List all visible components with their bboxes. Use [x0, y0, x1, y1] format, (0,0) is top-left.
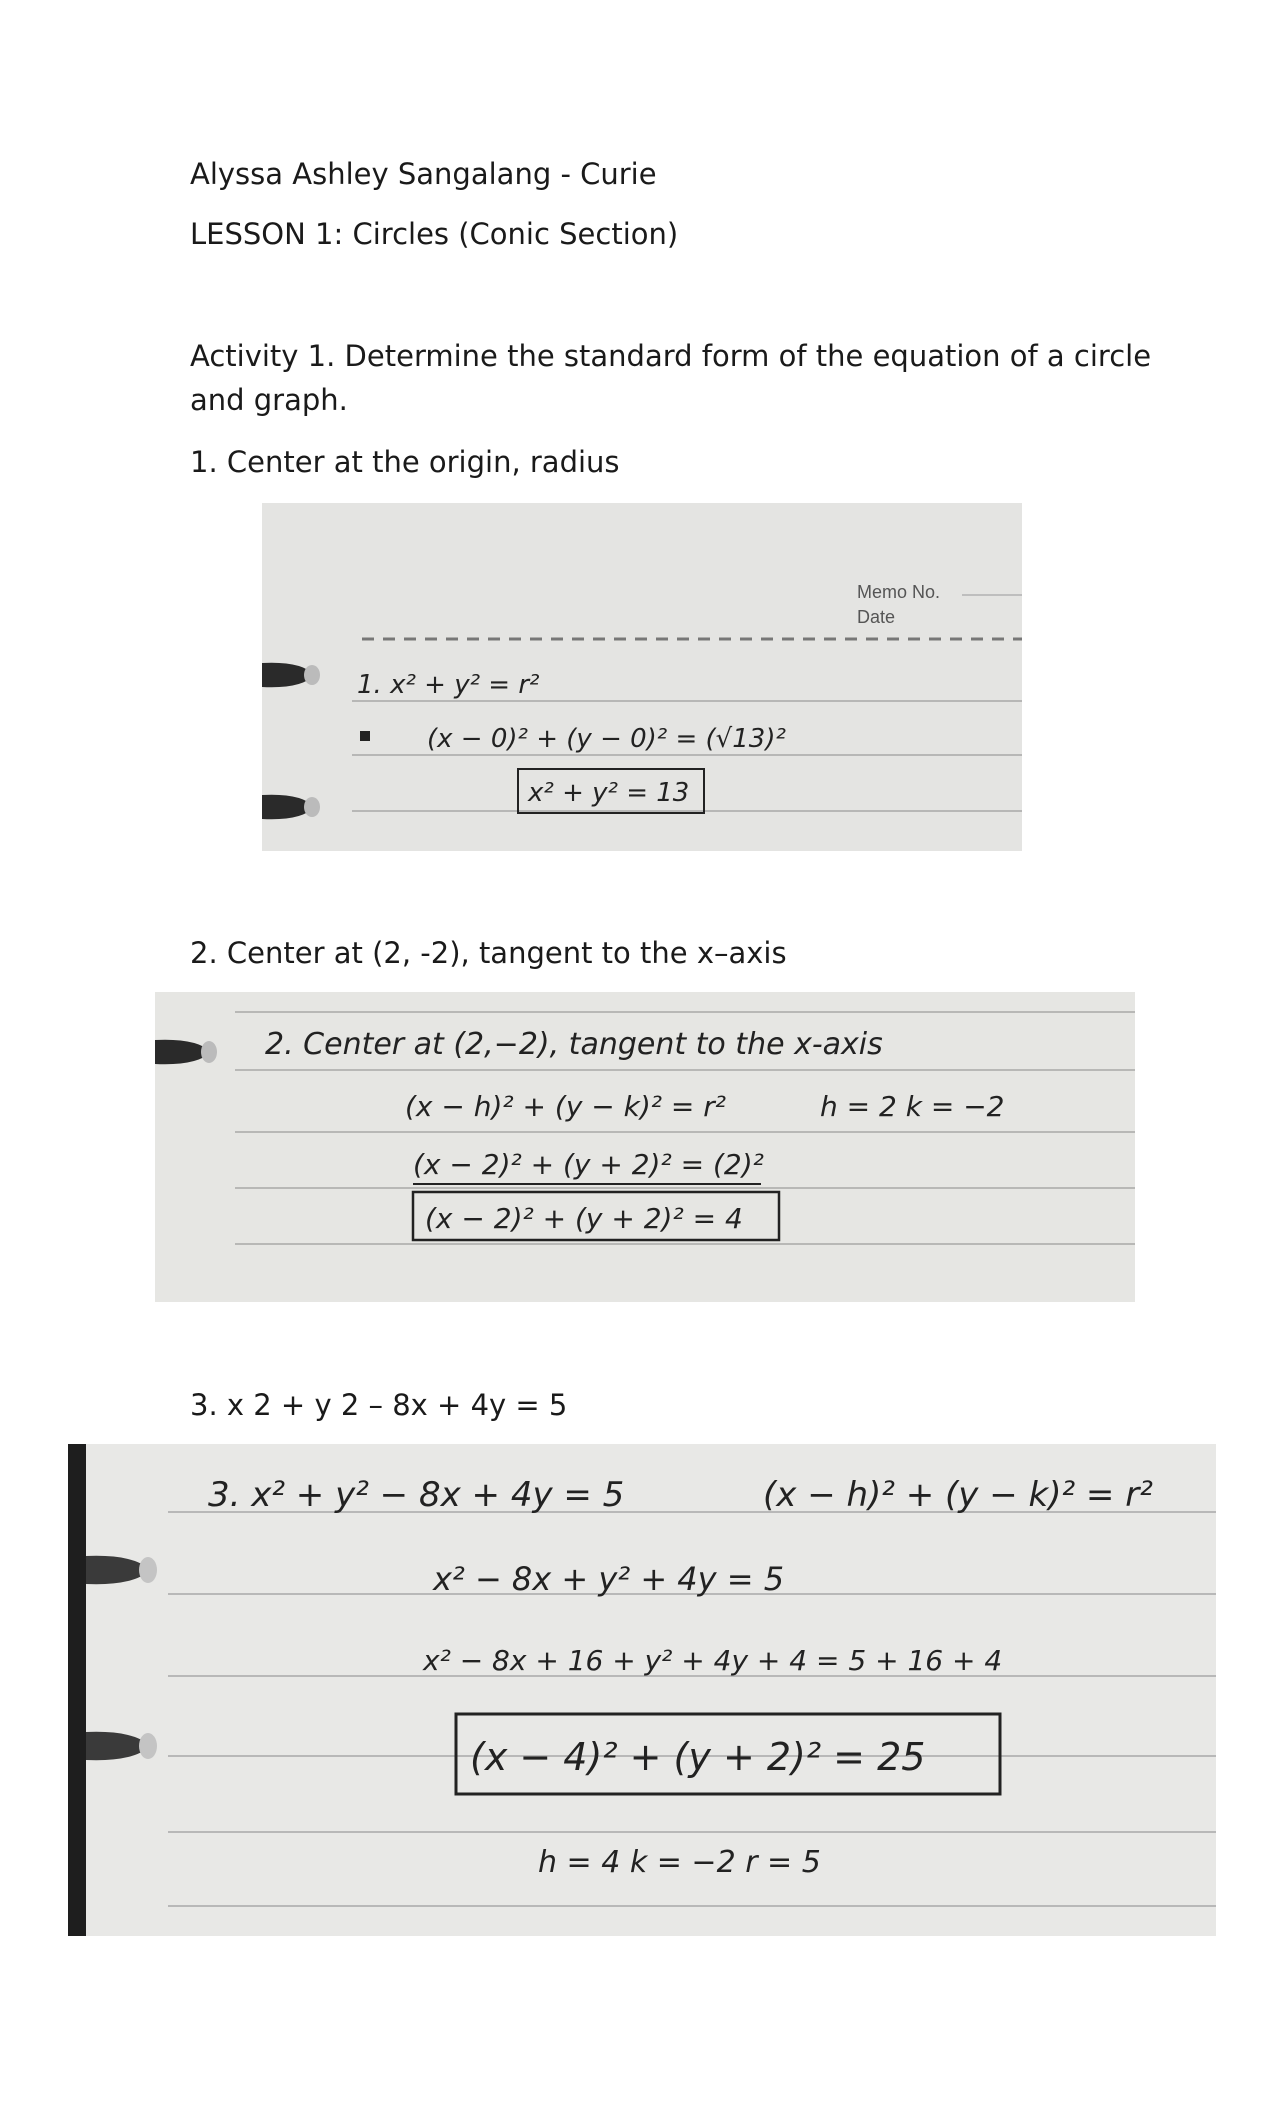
activity-instruction-line1: Activity 1. Determine the standard form of the equation of a circle	[190, 339, 1152, 373]
handwritten-line: 3. x² + y² − 8x + 4y = 5	[208, 1475, 625, 1515]
author-name: Alyssa Ashley Sangalang - Curie	[190, 157, 657, 191]
lesson-title: LESSON 1: Circles (Conic Section)	[190, 217, 679, 251]
handwritten-line: (x − 2)² + (y + 2)² = (2)²	[413, 1148, 764, 1181]
handwritten-line: 2. Center at (2,−2), tangent to the x-axis	[265, 1027, 883, 1062]
problem-3-photo	[68, 1444, 1216, 1936]
problem-3-label: 3. x 2 + y 2 – 8x + 4y = 5	[190, 1388, 568, 1422]
handwritten-line: (x − h)² + (y − k)² = r²	[763, 1475, 1153, 1515]
binder-ring	[262, 663, 320, 688]
handwritten-answer: x² + y² = 13	[528, 778, 690, 808]
handwritten-answer: (x − 2)² + (y + 2)² = 4	[425, 1202, 743, 1235]
problem-1-label: 1. Center at the origin, radius	[190, 445, 620, 479]
memo-no-label: Memo No.	[857, 582, 941, 602]
binder-ring	[262, 795, 320, 820]
binder-ring	[86, 1556, 157, 1584]
handwritten-answer: (x − 4)² + (y + 2)² = 25	[470, 1735, 926, 1779]
handwritten-line: x² − 8x + 16 + y² + 4y + 4 = 5 + 16 + 4	[423, 1644, 1003, 1677]
handwritten-line: x² − 8x + y² + 4y = 5	[433, 1560, 785, 1598]
handwritten-line: 1. x² + y² = r²	[357, 670, 540, 700]
binder-ring	[86, 1732, 157, 1760]
problem-2-label: 2. Center at (2, -2), tangent to the x–axis	[190, 936, 787, 970]
handwritten-line: (x − 0)² + (y − 0)² = (√13)²	[427, 724, 786, 754]
handwritten-line: (x − h)² + (y − k)² = r²	[405, 1090, 727, 1123]
binder-ring	[155, 1040, 217, 1065]
problem-1-photo	[262, 503, 1022, 851]
problem-2-photo	[155, 992, 1135, 1302]
date-label: Date	[857, 607, 896, 627]
handwritten-line: h = 2 k = −2	[820, 1090, 1005, 1123]
activity-instruction-line2: and graph.	[190, 383, 348, 417]
handwritten-line: h = 4 k = −2 r = 5	[538, 1845, 821, 1880]
